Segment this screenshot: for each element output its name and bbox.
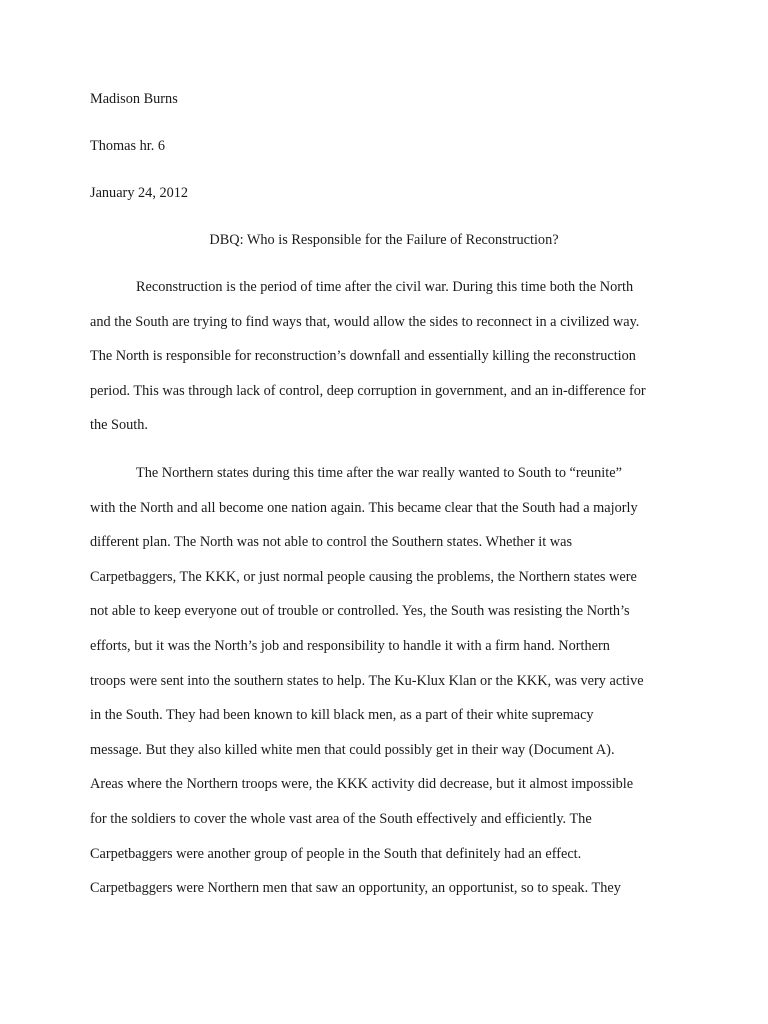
- essay-date: January 24, 2012: [90, 185, 189, 201]
- text-line: efforts, but it was the North’s job and responsibility to handle it with a firm hand. Northern: [90, 637, 610, 654]
- text-line: Areas where the Northern troops were, the KKK activity did decrease, but it almost impossible: [90, 776, 634, 793]
- text-line: and the South are trying to find ways that, would allow the sides to reconnect in a civilized way.: [90, 313, 640, 330]
- text-line: troops were sent into the southern states to help. The Ku-Klux Klan or the KKK, was very active: [90, 672, 644, 689]
- text-line: the South.: [90, 417, 148, 434]
- class-info: Thomas hr. 6: [90, 138, 166, 154]
- text-line: for the soldiers to cover the whole vast area of the South effectively and efficiently. The: [90, 810, 592, 827]
- paragraph: [90, 270, 678, 443]
- text-line: Carpetbaggers were Northern men that saw an opportunity, an opportunist, so to speak. They: [90, 880, 621, 897]
- text-line: The Northern states during this time after the war really wanted to South to “reunite”: [136, 465, 622, 481]
- text-line: message. But they also killed white men that could possibly get in their way (Document A).: [90, 741, 615, 758]
- author-name: Madison Burns: [90, 91, 178, 107]
- text-line: Carpetbaggers were another group of people in the South that definitely had an effect.: [90, 845, 582, 862]
- text-line: period. This was through lack of control, deep corruption in government, and an in-difference for: [90, 382, 646, 399]
- text-line: in the South. They had been known to kill black men, as a part of their white supremacy: [90, 707, 594, 724]
- text-line: with the North and all become one nation again. This became clear that the South had a majorly: [90, 499, 638, 516]
- text-line: The North is responsible for reconstruction’s downfall and essentially killing the reconstruction: [90, 348, 636, 365]
- essay-title: DBQ: Who is Responsible for the Failure of Reconstruction?: [209, 232, 559, 248]
- text-line: Carpetbaggers, The KKK, or just normal people causing the problems, the Northern states were: [90, 568, 637, 585]
- text-line: not able to keep everyone out of trouble or controlled. Yes, the South was resisting the North’s: [90, 603, 630, 620]
- text-line: different plan. The North was not able to control the Southern states. Whether it was: [90, 534, 573, 551]
- text-line: Reconstruction is the period of time after the civil war. During this time both the North: [136, 279, 634, 295]
- paragraph: [90, 456, 678, 906]
